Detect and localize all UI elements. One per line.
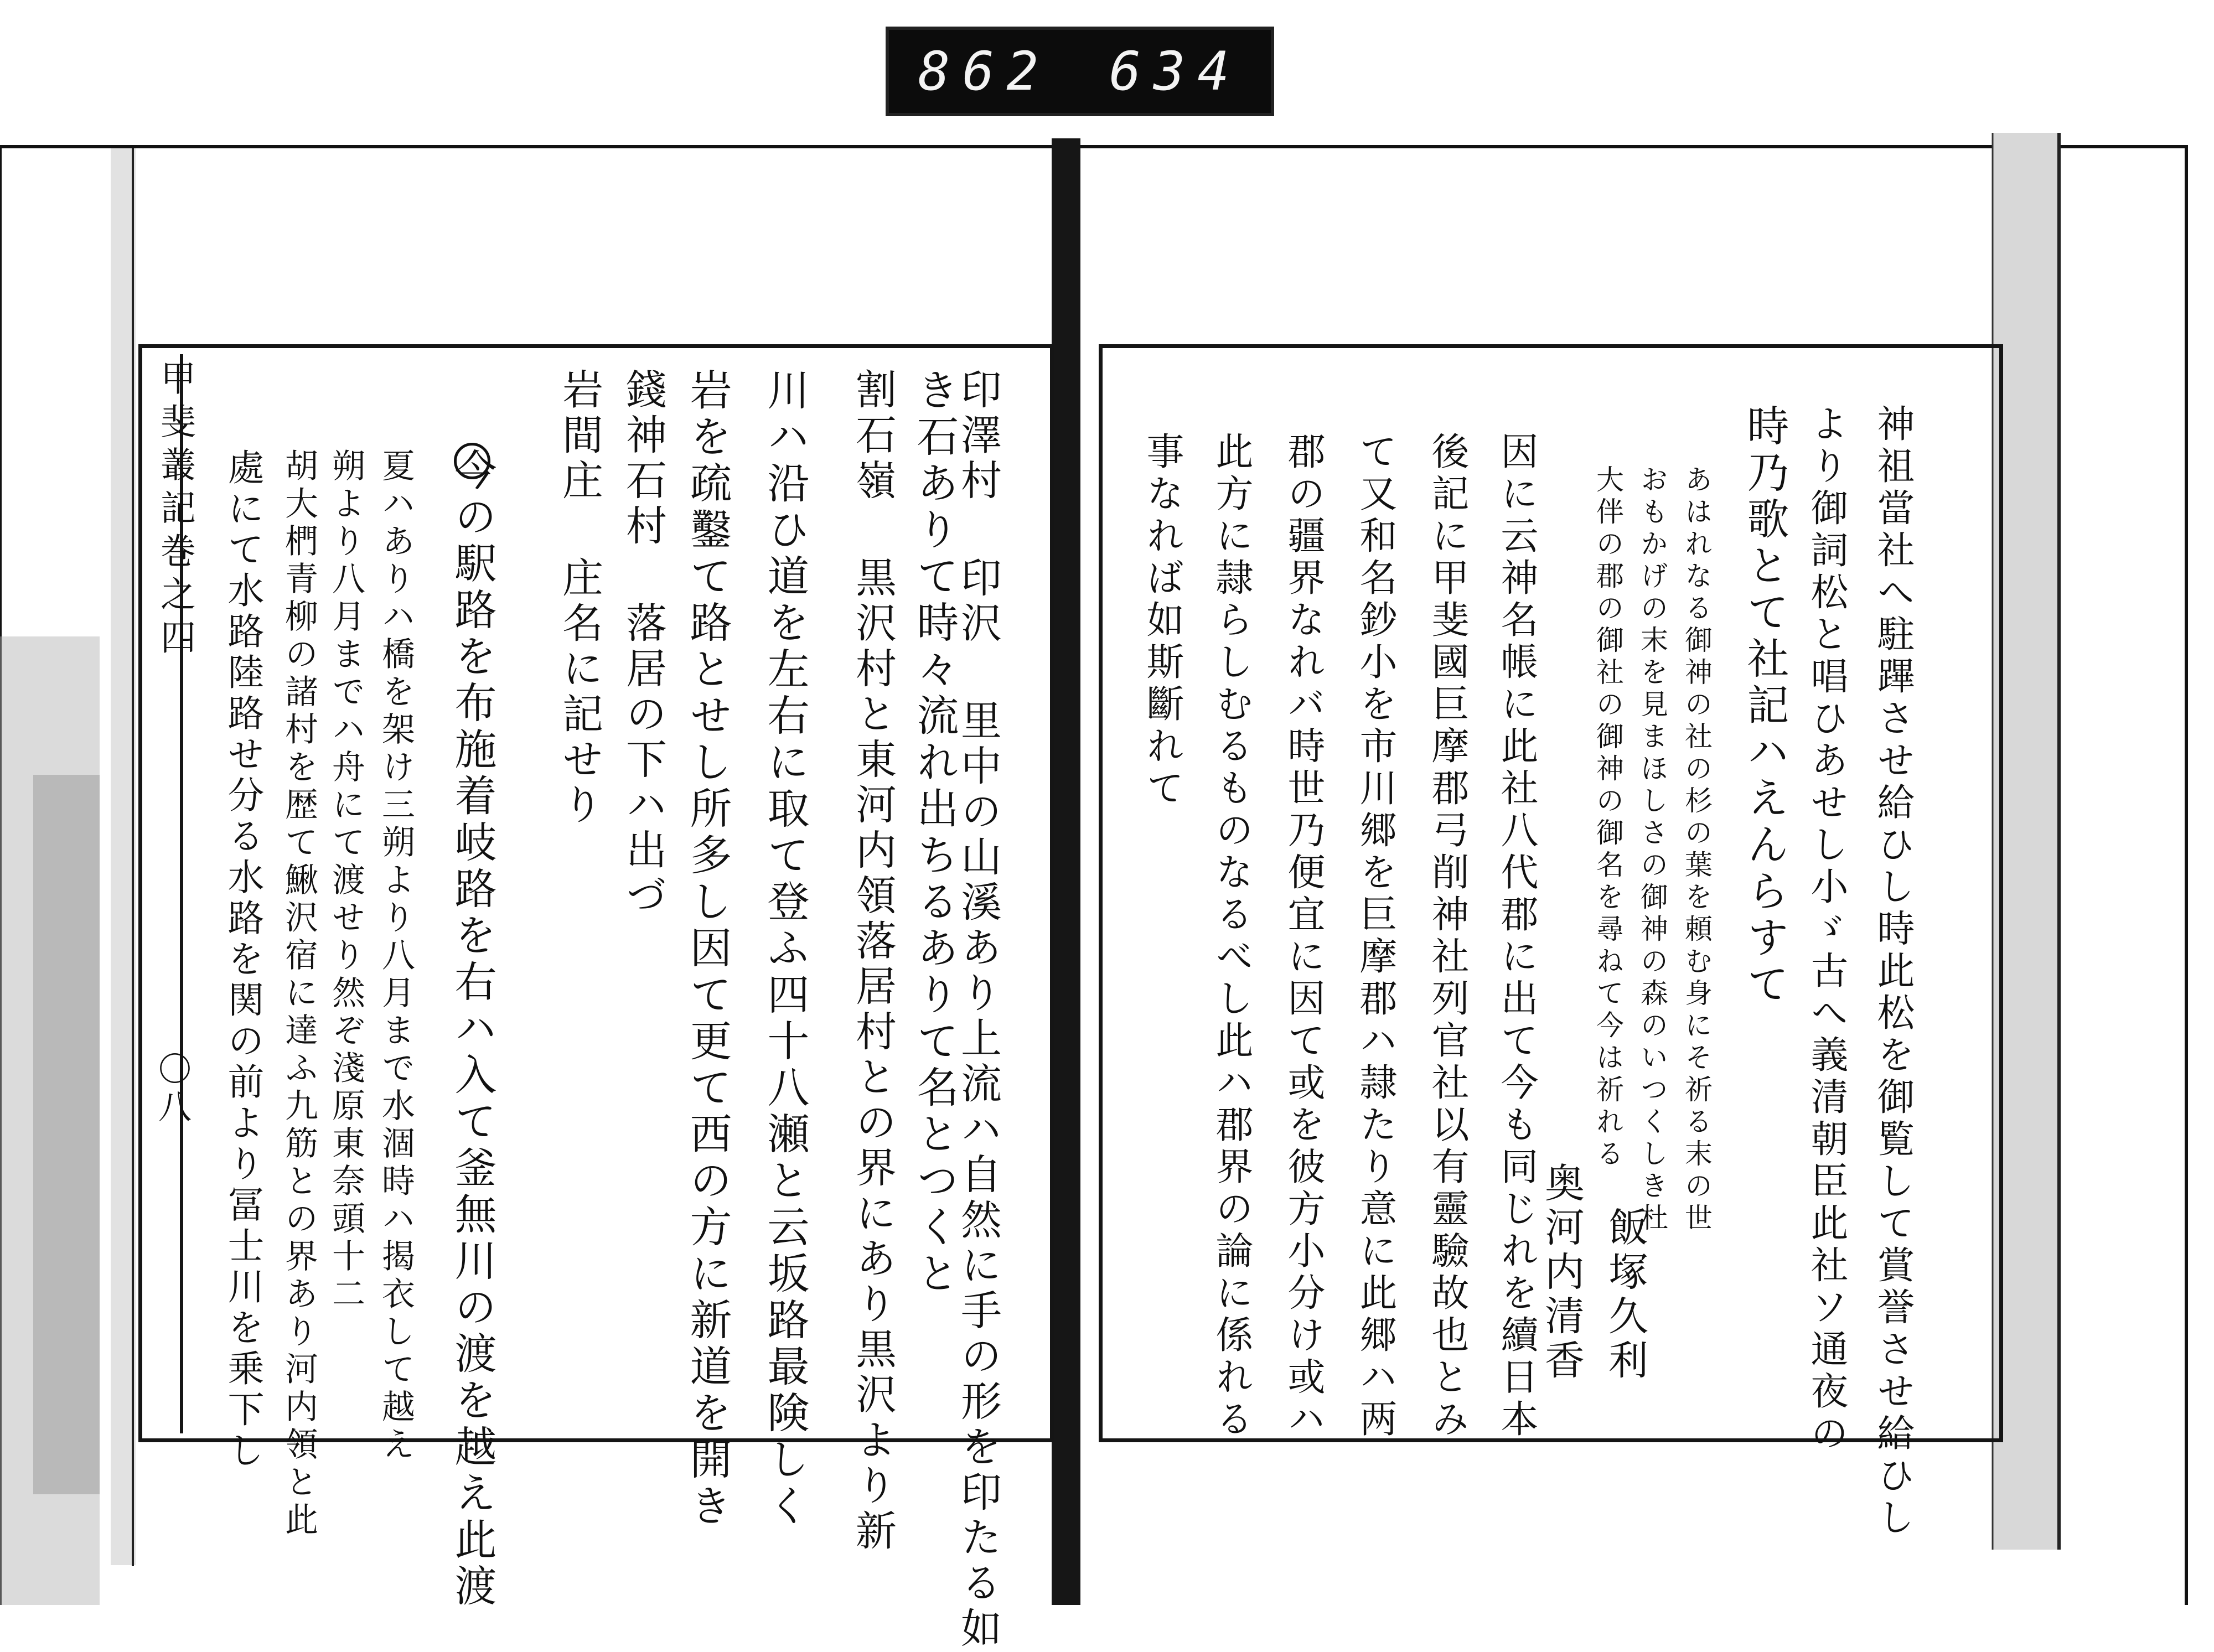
text-column: 割石嶺 黒沢村と東河内領落居村との界にあり黒沢より新 — [849, 368, 897, 1555]
text-column: 岩間庄 庄名に記せり — [556, 368, 603, 828]
poem-column: おもかげの末を見まほしさの御神の森のいつくしき杜 — [1636, 465, 1668, 1235]
text-column: 朔より八月までハ舟にて渡せり然ぞ淺原東奈頭十二 — [327, 448, 365, 1314]
text-column: 胡大椚青柳の諸村を歴て鰍沢宿に達ふ九筋との界あり河内領と此 — [280, 448, 318, 1540]
folio-number: 〇八 — [153, 1052, 192, 1127]
text-column: 因に云神名帳に此社八代郡に出て今も同じれを續日本 — [1494, 432, 1538, 1441]
text-column: 神祖當社へ駐蹕させ給ひし時此松を御覧して賞誉させ給ひし — [1871, 404, 1915, 1540]
text-column: 今の駅路を布施着岐路を右ハ入て釜無川の渡を越え此渡 — [448, 448, 497, 1610]
text-column: 郡の疆界なれバ時世乃便宜に因て或を彼方小分け或ハ — [1281, 432, 1325, 1441]
text-column: 處にて水路陸路せ分る水路を関の前より冨士川を乗下し — [221, 448, 264, 1472]
poem-column: あはれなる御神の社の杉の葉を頼む身にそ祈る末の世 — [1680, 465, 1713, 1235]
text-column: より御詞松と唱ひあせし小ゞ古へ義清朝臣此社ソ通夜の — [1804, 404, 1848, 1456]
poem-column: 大伴の郡の御社の御神の御名を尋ねて今は祈れる — [1592, 465, 1624, 1171]
text-column: 此方に隷らしむるものなるべし此ハ郡界の論に係れる — [1209, 432, 1253, 1441]
text-column: て又和名鈔小を市川郷を巨摩郡ハ隷たり意に此郷ハ两 — [1353, 432, 1397, 1441]
text-column: 川ハ沿ひ道を左右に取て登ふ四十八瀬と云坂路最険しく — [761, 368, 810, 1530]
label-number-right: 634 — [1109, 40, 1242, 102]
text-column: 後記に甲斐國巨摩郡弓削神社列官社以有靈驗故也とみ — [1425, 432, 1469, 1441]
text-column: 錢神石村 落居の下ハ出づ — [619, 368, 667, 919]
label-number-left: 862 — [918, 40, 1051, 102]
text-column: 印澤村 印沢 里中の山溪あり上流ハ自然に手の形を印たる如 — [954, 368, 1002, 1652]
running-title: 甲斐叢記巻之四 — [154, 360, 195, 662]
poet-name: 奥河内清香 — [1538, 1162, 1585, 1384]
poet-name: 飯塚久利 — [1602, 1206, 1648, 1384]
archive-number-label — [886, 27, 1274, 116]
text-column: 事なれば如斯斷れて — [1140, 432, 1184, 810]
text-column: 岩を疏鑿て路とせし所多し因て更て西の方に新道を開き — [683, 368, 732, 1530]
text-column: き石ありて時々流れ出ちるありて名とつくと — [910, 368, 959, 1298]
text-column: 時乃歌とて社記ハえんらすて — [1740, 404, 1789, 1008]
text-column: 夏ハありハ橋を架け三朔より八月まで水涸時ハ揭衣して越え — [376, 448, 415, 1464]
